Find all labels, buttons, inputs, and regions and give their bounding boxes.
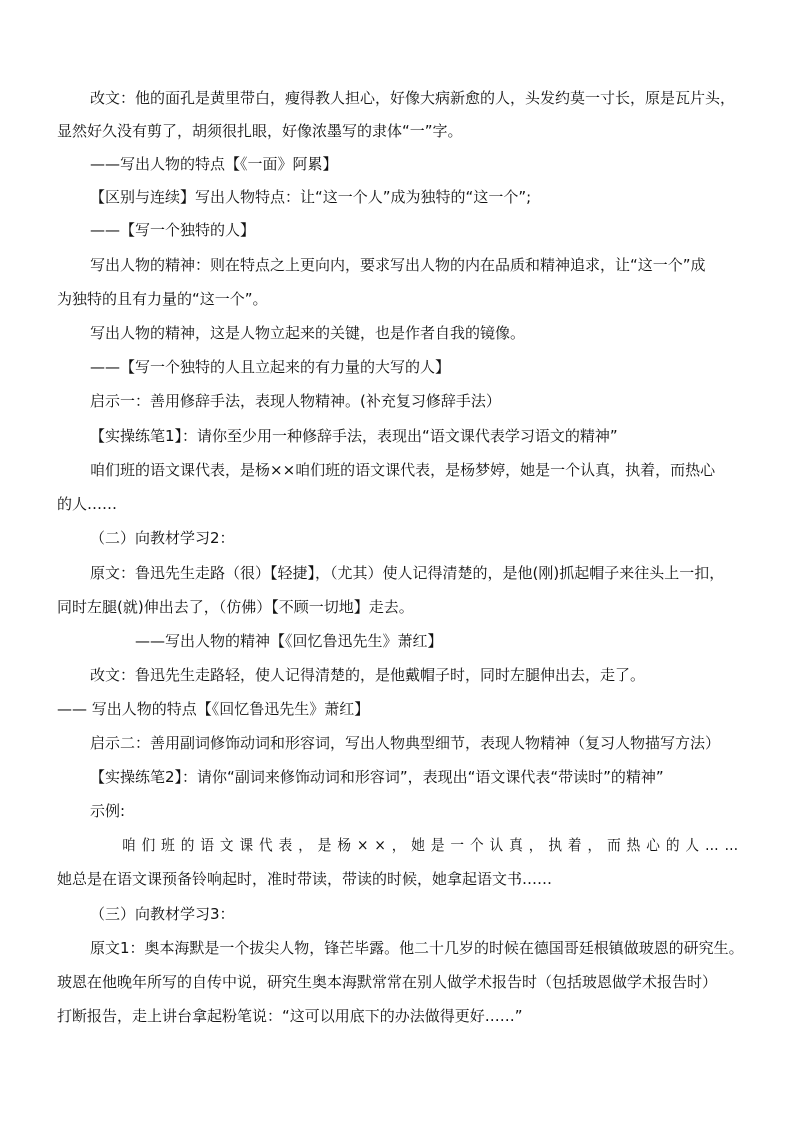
paragraph-line: 玻恩在他晚年所写的自传中说，研究生奥本海默常常在别人做学术报告时（包括玻恩做学术报告时）: [57, 973, 718, 991]
paragraph-line: 改文：他的面孔是黄里带白，瘦得教人担心，好像大病新愈的人，头发约莫一寸长，原是瓦片头，: [90, 89, 736, 107]
section-note: —— 写出人物的特点【《回忆鲁迅先生》萧红】: [57, 700, 370, 718]
paragraph-line: 原文：鲁迅先生走路（很）【轻捷】，（尤其）使人记得清楚的，是他(刚)抓起帽子来往头上一扣，: [90, 564, 725, 582]
paragraph-line: 写出人物的精神，这是人物立起来的关键，也是作者自我的镜像。: [90, 324, 526, 342]
section-note: ——【写一个独特的人且立起来的有力量的大写的人】: [90, 358, 451, 376]
section-note: ——【写一个独特的人】: [90, 221, 256, 239]
insight-line: 启示二：善用副词修饰动词和形容词，写出人物典型细节，表现人物精神（复习人物描写方法）: [90, 734, 721, 752]
paragraph-line: 打断报告，走上讲台拿起粉笔说：“这可以用底下的办法做得更好……”: [57, 1007, 523, 1025]
example-line: 咱们班的语文课代表，是杨××，她是一个认真，执着，而热心的人……: [122, 836, 745, 854]
paragraph-line: 原文1：奥本海默是一个拔尖人物，锋芒毕露。他二十几岁的时候在德国哥廷根镇做玻恩的研究生。: [90, 939, 744, 957]
example-line: 她总是在语文课预备铃响起时，准时带读，带读的时候，她拿起语文书……: [57, 870, 553, 888]
paragraph-line: 【区别与连续】写出人物特点：让“这一个人”成为独特的“这一个”;: [90, 188, 532, 206]
section-heading: （三）向教材学习3：: [90, 905, 235, 923]
section-note: ——写出人物的特点【《一面》阿累】: [90, 155, 338, 173]
paragraph-line: 写出人物的精神：则在特点之上更向内，要求写出人物的内在品质和精神追求，让“这一个”成: [90, 256, 706, 274]
exercise-heading: 【实操练笔1】：请你至少用一种修辞手法，表现出“语文课代表学习语文的精神”: [90, 427, 618, 445]
section-heading: （二）向教材学习2：: [90, 529, 235, 547]
paragraph-line: 同时左腿(就)伸出去了，（仿佛）【不顾一切地】走去。: [57, 598, 414, 616]
paragraph-line: 改文：鲁迅先生走路轻，使人记得清楚的，是他戴帽子时，同时左腿伸出去，走了。: [90, 666, 646, 684]
paragraph-line: 的人……: [57, 495, 118, 513]
paragraph-line: 显然好久没有剪了，胡须很扎眼，好像浓墨写的隶体“一”字。: [57, 122, 463, 140]
exercise-heading: 【实操练笔2】：请你“副词来修饰动词和形容词”，表现出“语文课代表“带读时”的精神”: [90, 768, 664, 786]
paragraph-line: 为独特的且有力量的“这一个”。: [57, 290, 268, 308]
example-label: 示例:: [90, 802, 126, 820]
section-note: ——写出人物的精神【《回忆鲁迅先生》萧红】: [135, 632, 443, 650]
paragraph-line: 咱们班的语文课代表，是杨××咱们班的语文课代表，是杨梦婷，她是一个认真，执着，而热心: [90, 461, 716, 479]
insight-line: 启示一：善用修辞手法，表现人物精神。(补充复习修辞手法）: [90, 392, 501, 410]
